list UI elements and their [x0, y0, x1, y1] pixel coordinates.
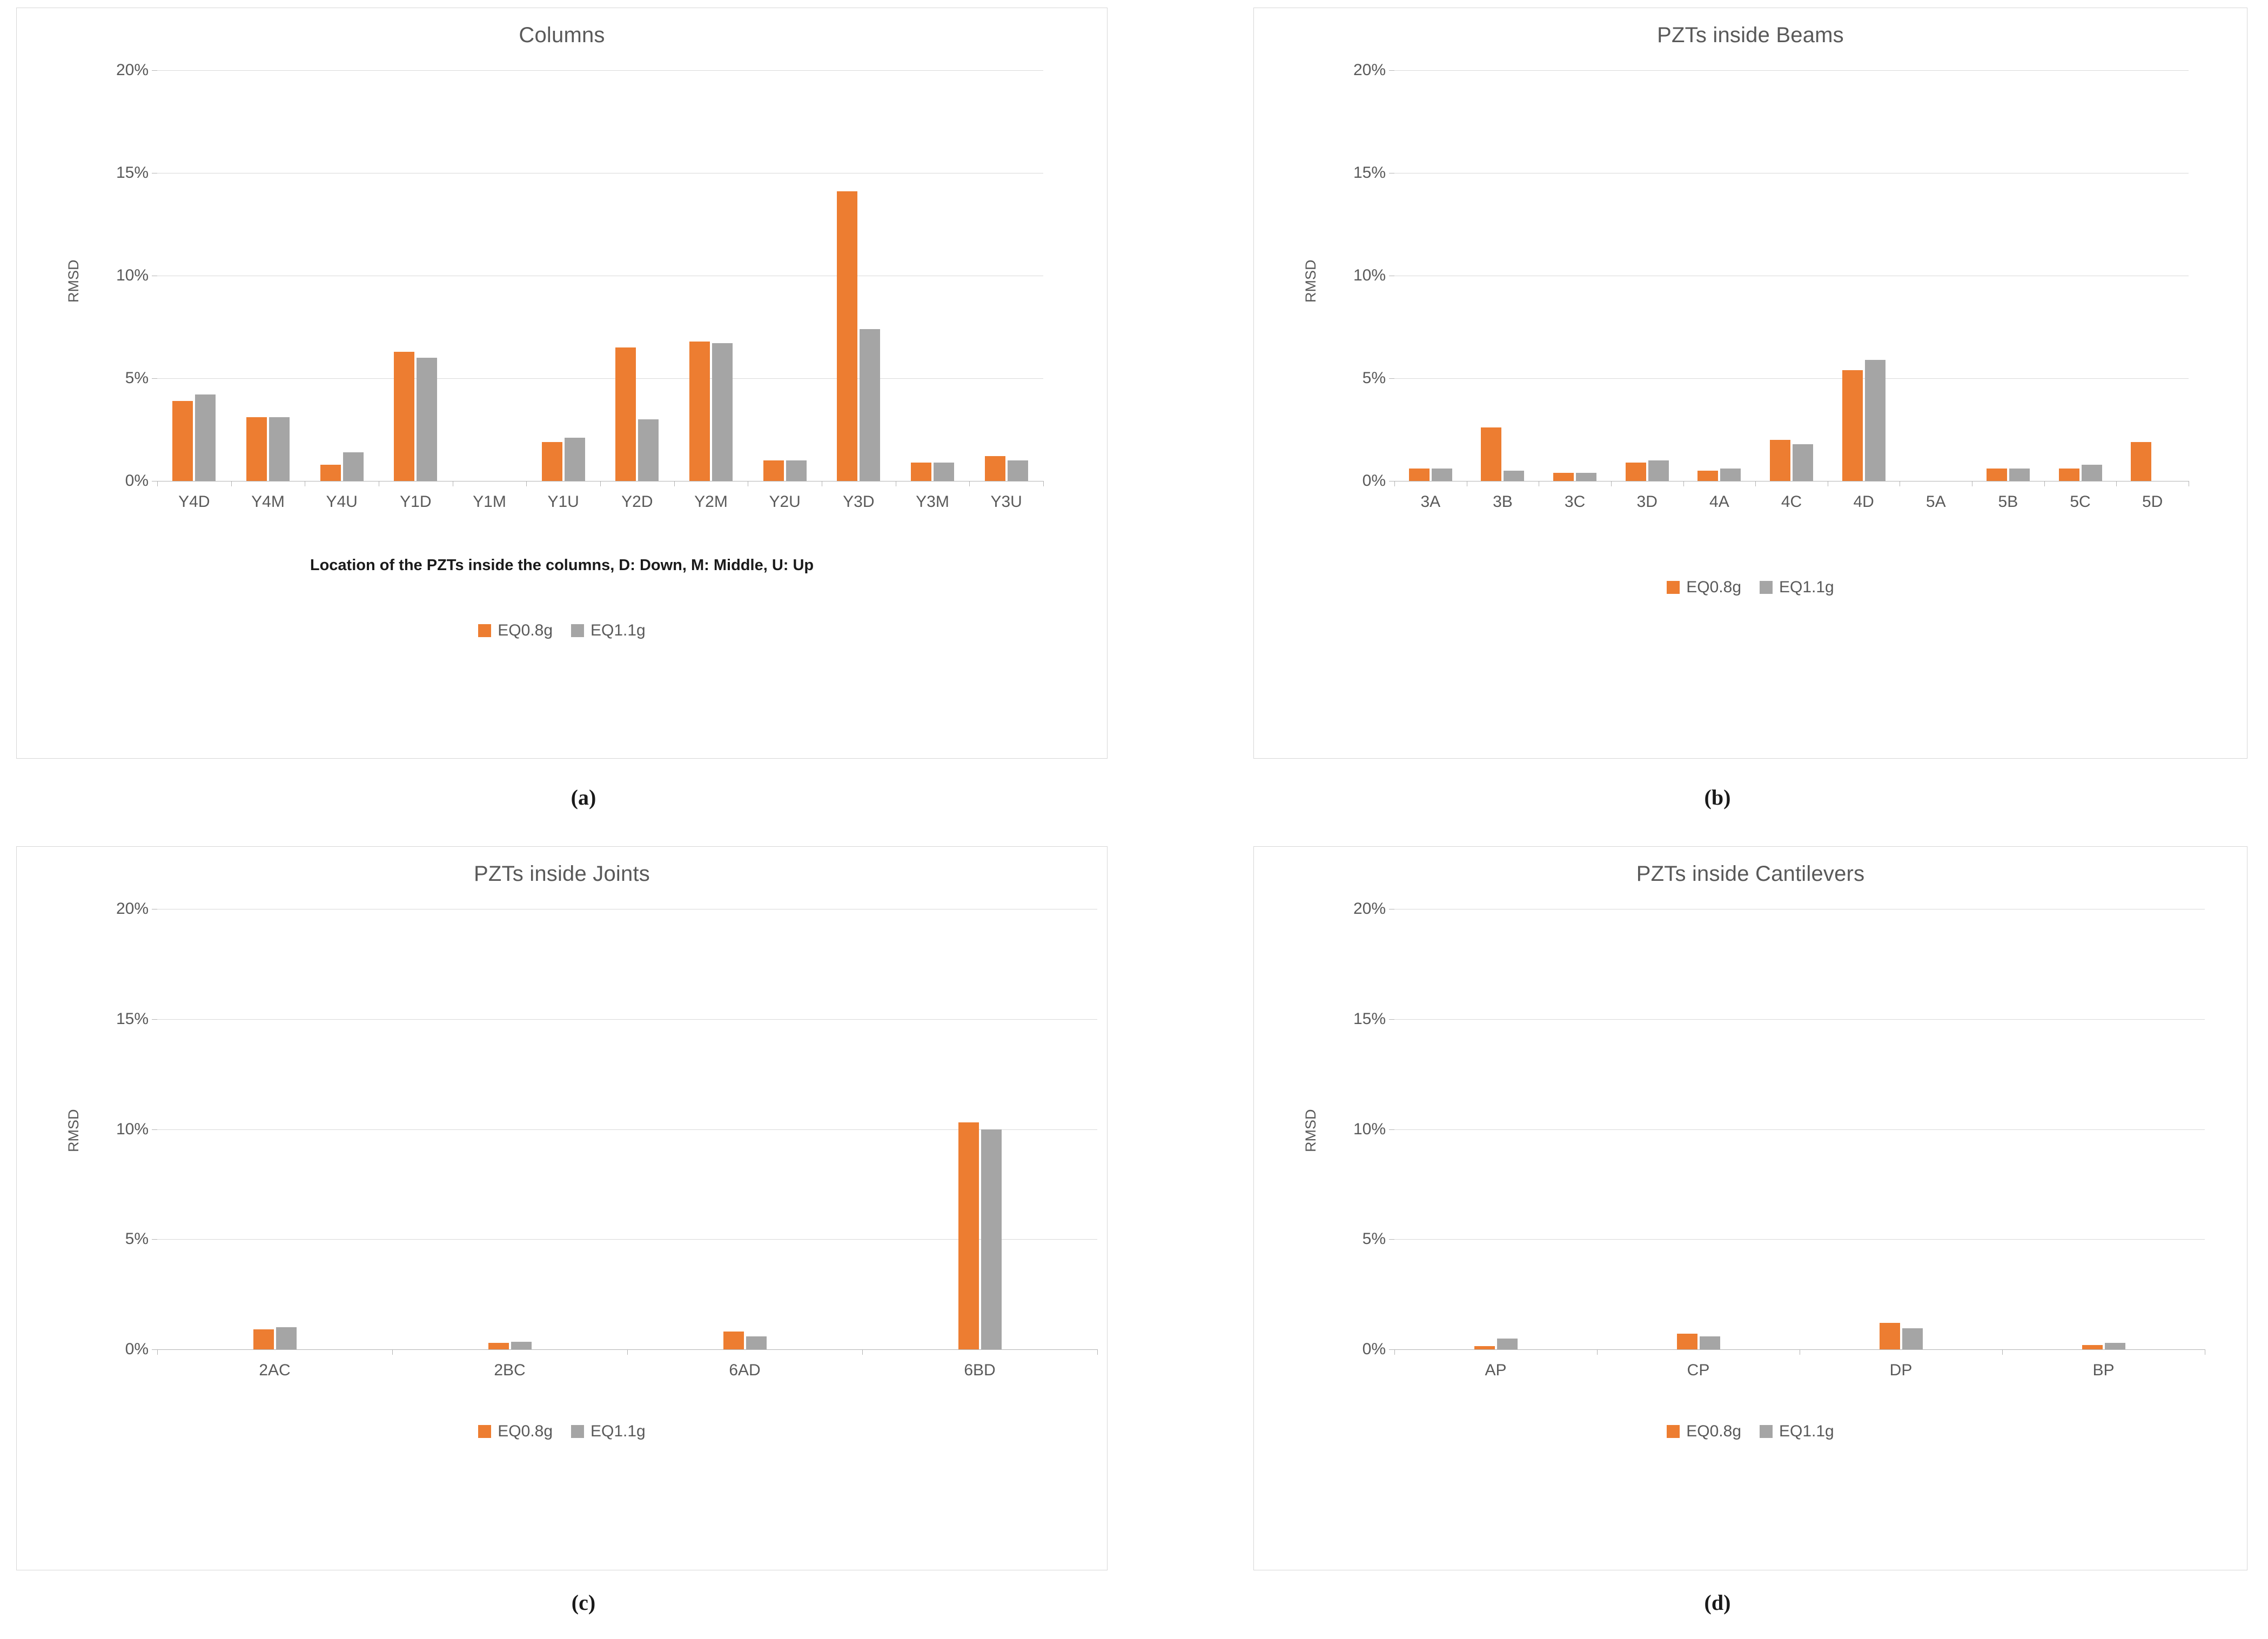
x-axis-tick	[231, 481, 232, 486]
x-axis-tick	[1097, 1349, 1098, 1355]
y-axis-tick-label: 5%	[1362, 369, 1386, 387]
x-axis-category-label: Y1U	[547, 493, 579, 511]
chart-title-a: Columns	[519, 23, 605, 47]
legend-swatch-icon	[1667, 581, 1680, 594]
bar-EQ11g-3B	[1504, 471, 1524, 481]
bar-group	[627, 909, 862, 1349]
bar-EQ11g-Y3M	[934, 463, 954, 481]
bar-group	[1597, 909, 1800, 1349]
plot-area-d	[1353, 900, 2205, 1379]
bar-EQ11g-6BD	[981, 1129, 1002, 1350]
bar-group	[748, 70, 822, 481]
y-axis-tick	[152, 1019, 157, 1020]
bar-EQ08g-5D	[2131, 442, 2151, 481]
y-axis-tick	[152, 70, 157, 71]
bar-EQ11g-2BC	[511, 1342, 532, 1349]
bar-EQ11g-6AD	[746, 1336, 767, 1349]
legend-swatch-icon	[1760, 581, 1773, 594]
bar-EQ08g-Y4U	[320, 465, 341, 481]
bar-EQ11g-Y1D	[417, 358, 437, 481]
legend-item	[571, 1422, 646, 1441]
x-axis-tick	[600, 481, 601, 486]
chart-title-c: PZTs inside Joints	[474, 862, 650, 886]
x-axis-tick	[1755, 481, 1756, 486]
x-axis-tick	[627, 1349, 628, 1355]
y-axis-tick-label: 0%	[125, 472, 149, 490]
bar-EQ08g-3C	[1553, 473, 1574, 481]
bar-group	[1683, 70, 1756, 481]
bar-group	[526, 70, 600, 481]
x-axis-tick	[2116, 481, 2117, 486]
y-axis-tick	[1389, 1349, 1394, 1350]
legend-label: EQ1.1g	[591, 621, 646, 639]
bar-EQ11g-DP	[1902, 1328, 1923, 1349]
bar-EQ08g-BP	[2082, 1345, 2103, 1349]
chart-panel-c	[0, 832, 1167, 1639]
x-axis-category-label: 4D	[1853, 493, 1874, 511]
x-axis-category-label: CP	[1687, 1361, 1710, 1379]
bar-EQ11g-4A	[1720, 469, 1741, 481]
y-axis-tick	[152, 1239, 157, 1240]
y-axis-tick-label: 10%	[1353, 1120, 1386, 1138]
x-axis-tick	[1394, 481, 1395, 486]
bar-EQ08g-Y1U	[542, 442, 562, 481]
bar-EQ11g-Y3U	[1008, 460, 1028, 481]
y-axis-tick	[152, 1349, 157, 1350]
legend-item	[1760, 578, 1834, 597]
y-axis-tick-label: 15%	[1353, 1009, 1386, 1028]
x-axis-tick	[1394, 1349, 1395, 1355]
bar-EQ08g-6AD	[723, 1332, 744, 1349]
y-axis-tick-label: 10%	[116, 1120, 149, 1138]
bar-EQ11g-4C	[1793, 444, 1813, 481]
y-axis-tick-label: 10%	[1353, 266, 1386, 284]
legend-item	[1760, 1422, 1834, 1441]
y-axis-tick-label: 5%	[1362, 1230, 1386, 1248]
x-axis-tick	[157, 481, 158, 486]
bar-EQ11g-3A	[1432, 469, 1452, 481]
chart-c	[16, 846, 1108, 1570]
bar-EQ08g-Y2U	[763, 460, 784, 481]
panel-caption-b: (b)	[1704, 785, 1731, 810]
x-axis-category-label: Y3D	[843, 493, 875, 511]
y-axis-title-d: RMSD	[1303, 1109, 1319, 1152]
bar-EQ11g-BP	[2105, 1343, 2125, 1349]
panel-caption-a: (a)	[571, 785, 596, 810]
chart-title-d: PZTs inside Cantilevers	[1636, 862, 1865, 886]
bar-group	[1394, 909, 1597, 1349]
x-axis-category-label: 6AD	[729, 1361, 761, 1379]
y-axis-tick-label: 0%	[1362, 1340, 1386, 1358]
bar-group	[1467, 70, 1539, 481]
x-axis-tick	[969, 481, 970, 486]
x-axis-category-label: 3B	[1493, 493, 1513, 511]
bar-EQ08g-Y1D	[394, 352, 414, 481]
x-axis-category-label: Y1M	[473, 493, 506, 511]
x-axis-tick	[526, 481, 527, 486]
x-axis-category-label: Y3M	[916, 493, 949, 511]
bar-group	[862, 909, 1097, 1349]
bar-EQ08g-3B	[1481, 427, 1501, 481]
x-axis-category-label: DP	[1889, 1361, 1913, 1379]
y-axis-tick-label: 5%	[125, 1230, 149, 1248]
x-axis-category-label: 4A	[1709, 493, 1729, 511]
x-axis-tick	[862, 1349, 863, 1355]
bar-EQ08g-6BD	[958, 1122, 979, 1349]
legend-label: EQ0.8g	[498, 1422, 553, 1440]
chart-a	[16, 8, 1108, 759]
bar-EQ11g-Y1U	[565, 438, 585, 481]
x-axis-category-label: Y2M	[694, 493, 728, 511]
bar-group	[822, 70, 896, 481]
bar-EQ11g-3C	[1576, 473, 1596, 481]
bar-group	[392, 909, 627, 1349]
y-axis-tick-label: 0%	[1362, 472, 1386, 490]
bar-group	[1828, 70, 1900, 481]
x-axis-category-label: Y3U	[990, 493, 1022, 511]
bar-group	[157, 70, 231, 481]
x-axis-category-label: 5D	[2142, 493, 2163, 511]
x-axis-category-label: Y4U	[326, 493, 358, 511]
x-axis-category-label: 2AC	[259, 1361, 291, 1379]
x-axis-category-label: Y4D	[178, 493, 210, 511]
bar-EQ11g-Y2D	[638, 419, 659, 481]
x-axis-category-label: AP	[1485, 1361, 1507, 1379]
bar-EQ11g-Y2U	[786, 460, 807, 481]
legend-d	[1254, 1422, 2247, 1441]
bar-EQ08g-Y4D	[172, 401, 193, 481]
y-axis-tick	[152, 378, 157, 379]
legend-item	[478, 621, 553, 640]
bar-EQ08g-Y3D	[837, 191, 857, 481]
x-axis-tick	[1597, 1349, 1598, 1355]
x-axis-category-label: 6BD	[964, 1361, 996, 1379]
bar-EQ08g-AP	[1474, 1346, 1495, 1349]
bar-EQ11g-Y4U	[343, 452, 364, 481]
x-axis-category-label: 5C	[2070, 493, 2091, 511]
x-axis-category-label: 3A	[1420, 493, 1441, 511]
y-axis-tick-label: 0%	[125, 1340, 149, 1358]
legend-label: EQ1.1g	[1779, 578, 1834, 596]
bar-EQ08g-Y4M	[246, 417, 267, 481]
chart-panel-b	[1167, 0, 2268, 832]
bar-group	[1539, 70, 1611, 481]
bar-group	[1394, 70, 1467, 481]
y-axis-title-c: RMSD	[65, 1109, 82, 1152]
bar-EQ08g-3A	[1409, 469, 1430, 481]
chart-d	[1253, 846, 2247, 1570]
legend-swatch-icon	[571, 1425, 584, 1438]
x-axis-tick	[392, 1349, 393, 1355]
y-axis-tick-label: 15%	[116, 1009, 149, 1028]
x-axis-category-label: Y1D	[400, 493, 432, 511]
bar-group	[1972, 70, 2044, 481]
legend-label: EQ1.1g	[1779, 1422, 1834, 1440]
bar-group	[1755, 70, 1828, 481]
x-axis-tick	[157, 1349, 158, 1355]
bar-EQ08g-2BC	[488, 1343, 509, 1349]
bar-group	[305, 70, 379, 481]
bar-EQ11g-Y4M	[269, 417, 290, 481]
y-axis-title-b: RMSD	[1303, 259, 1319, 303]
bar-EQ11g-4D	[1865, 360, 1885, 481]
bar-EQ08g-Y2D	[615, 347, 636, 481]
bar-group	[2044, 70, 2117, 481]
y-axis-tick-label: 5%	[125, 369, 149, 387]
legend-label: EQ0.8g	[498, 621, 553, 639]
x-axis-category-label: 3D	[1636, 493, 1658, 511]
bar-EQ08g-3D	[1626, 463, 1646, 481]
bar-EQ08g-DP	[1880, 1323, 1900, 1349]
x-axis-category-label: 5A	[1925, 493, 1946, 511]
bar-EQ11g-3D	[1648, 460, 1669, 481]
panel-caption-d: (d)	[1704, 1590, 1731, 1615]
chart-panel-d	[1167, 832, 2268, 1639]
x-axis-category-label: 3C	[1564, 493, 1586, 511]
plot-area-a	[116, 61, 1043, 511]
bar-EQ08g-2AC	[253, 1329, 274, 1349]
bar-EQ11g-2AC	[276, 1327, 297, 1349]
chart-title-b: PZTs inside Beams	[1657, 23, 1844, 47]
x-axis-tick	[2002, 1349, 2003, 1355]
legend-b	[1254, 578, 2247, 597]
plot-area-b	[1353, 61, 2189, 511]
panel-caption-c: (c)	[571, 1590, 596, 1615]
legend-item	[1667, 578, 1741, 597]
x-axis-tick	[674, 481, 675, 486]
bar-group	[674, 70, 748, 481]
bar-group	[600, 70, 674, 481]
x-axis-tick	[2044, 481, 2045, 486]
legend-swatch-icon	[1760, 1425, 1773, 1438]
bar-EQ11g-Y4D	[195, 394, 216, 481]
legend-a	[17, 621, 1107, 640]
bar-EQ08g-Y3U	[985, 456, 1005, 481]
legend-swatch-icon	[571, 624, 584, 637]
bar-EQ11g-Y2M	[712, 343, 733, 481]
y-axis-tick-label: 20%	[1353, 61, 1386, 79]
bar-EQ08g-4C	[1770, 440, 1790, 481]
y-axis-tick	[1389, 1129, 1394, 1130]
bar-EQ11g-CP	[1700, 1336, 1720, 1349]
plot-area-c	[116, 900, 1097, 1379]
y-axis-tick-label: 15%	[1353, 164, 1386, 182]
bar-EQ08g-Y2M	[689, 342, 710, 481]
bar-EQ08g-CP	[1677, 1334, 1697, 1349]
bar-group	[1800, 909, 2002, 1349]
y-axis-tick	[152, 1129, 157, 1130]
chart-panel-a	[0, 0, 1167, 832]
legend-swatch-icon	[478, 624, 491, 637]
bar-group	[969, 70, 1043, 481]
bar-EQ08g-5B	[1987, 469, 2007, 481]
legend-item	[1667, 1422, 1741, 1441]
bar-EQ08g-5C	[2059, 469, 2079, 481]
y-axis-tick-label: 10%	[116, 266, 149, 284]
bar-EQ11g-Y3D	[860, 329, 880, 481]
x-axis-category-label: 5B	[1998, 493, 2018, 511]
bar-EQ08g-4D	[1842, 370, 1863, 481]
x-axis-category-label: BP	[2092, 1361, 2115, 1379]
bar-group	[1900, 70, 1972, 481]
legend-swatch-icon	[478, 1425, 491, 1438]
bar-group	[896, 70, 970, 481]
bar-group	[2002, 909, 2205, 1349]
legend-swatch-icon	[1667, 1425, 1680, 1438]
x-axis-tick	[1043, 481, 1044, 486]
legend-label: EQ0.8g	[1686, 1422, 1741, 1440]
legend-item	[478, 1422, 553, 1441]
bar-group	[379, 70, 453, 481]
bar-EQ08g-Y3M	[911, 463, 931, 481]
y-axis-tick	[1389, 378, 1394, 379]
y-axis-tick-label: 15%	[116, 164, 149, 182]
x-axis-category-label: Y4M	[251, 493, 285, 511]
bar-EQ11g-5B	[2009, 469, 2030, 481]
chart-b	[1253, 8, 2247, 759]
bar-EQ08g-4A	[1697, 471, 1718, 481]
legend-label: EQ0.8g	[1686, 578, 1741, 596]
legend-label: EQ1.1g	[591, 1422, 646, 1440]
x-axis-category-label: 4C	[1781, 493, 1802, 511]
x-axis-tick	[1611, 481, 1612, 486]
x-axis-category-label: Y2D	[621, 493, 653, 511]
bar-EQ11g-AP	[1497, 1339, 1518, 1349]
legend-c	[17, 1422, 1107, 1441]
y-axis-tick	[1389, 1239, 1394, 1240]
y-axis-tick-label: 20%	[116, 61, 149, 79]
x-axis-category-label: 2BC	[494, 1361, 526, 1379]
bar-group	[1611, 70, 1683, 481]
y-axis-title-a: RMSD	[65, 259, 82, 303]
x-axis-category-label: Y2U	[769, 493, 801, 511]
bar-EQ11g-5C	[2082, 465, 2102, 481]
bar-group	[2116, 70, 2189, 481]
y-axis-tick-label: 20%	[1353, 900, 1386, 918]
legend-item	[571, 621, 646, 640]
bar-group	[453, 70, 527, 481]
y-axis-tick-label: 20%	[116, 900, 149, 918]
bar-group	[157, 909, 392, 1349]
y-axis-tick	[1389, 70, 1394, 71]
x-axis-tick	[1683, 481, 1684, 486]
bar-group	[231, 70, 305, 481]
x-axis-title-a: Location of the PZTs inside the columns, D: Down, M: Middle, U: Up	[310, 557, 814, 574]
y-axis-tick	[1389, 1019, 1394, 1020]
